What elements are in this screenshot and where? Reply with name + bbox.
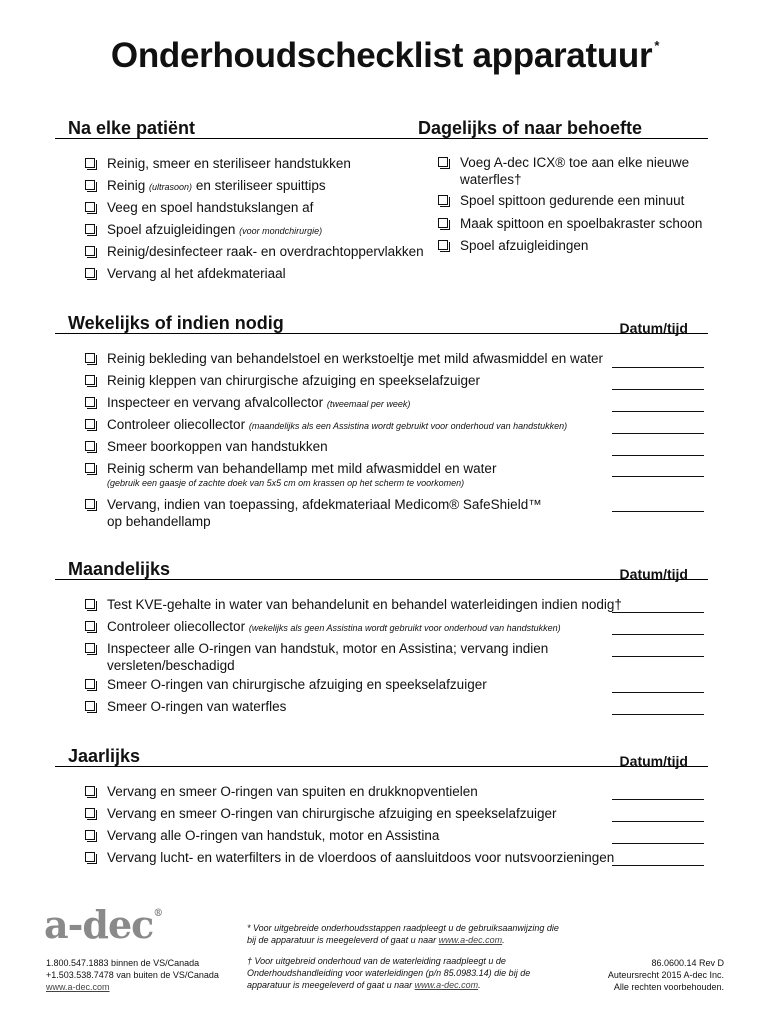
item-text (107, 849, 614, 866)
checkbox[interactable] (438, 195, 448, 205)
footnote-dagger: † Voor uitgebreid onderhoud van de waterleiding raadpleegt u de Onderhoudshandleiding voor waterleidingen (p/n 85.0983.14) die bij de apparatuur is meegeleverd of gaat u naar www.a-dec.com. (247, 956, 531, 990)
date-time-field[interactable] (612, 656, 704, 657)
date-time-field[interactable] (612, 367, 704, 368)
date-time-field[interactable] (612, 411, 704, 412)
checklist-item (85, 416, 567, 435)
checklist-item (85, 265, 286, 282)
adec-logo: a-dec® (44, 902, 163, 947)
checklist-item (85, 243, 424, 260)
checklist-item (438, 215, 730, 232)
checklist-item (85, 199, 313, 216)
footnote-asterisk: * Voor uitgebreide onderhoudsstappen raadpleegt u de gebruiksaanwijzing die bij de apparatuur is meegeleverd of gaat u naar www.a-dec.com. (247, 923, 559, 945)
item-text (107, 640, 548, 674)
checklist-item (438, 154, 730, 188)
checklist-item (85, 805, 557, 822)
item-label: Reinig (107, 178, 150, 193)
after-patient-heading: Na elke patiënt (68, 118, 196, 138)
item-label: Controleer oliecollector (107, 619, 249, 634)
item-note: (ultrasoon) (149, 182, 193, 192)
checklist-item (85, 350, 603, 367)
item-label: Veeg en spoel handstukslangen af (107, 200, 314, 215)
item-label: Vervang en smeer O-ringen van spuiten en drukknopventielen (107, 784, 478, 799)
checkbox[interactable] (85, 679, 95, 689)
item-text (107, 496, 542, 530)
checkbox[interactable] (85, 786, 95, 796)
item-text (107, 805, 557, 822)
date-time-field[interactable] (612, 511, 704, 512)
date-time-field[interactable] (612, 714, 704, 715)
item-note: (maandelijks als een Assistina wordt gebruikt voor onderhoud van handstukken) (248, 421, 568, 431)
item-text (107, 155, 351, 172)
checkbox[interactable] (85, 202, 95, 212)
checkbox[interactable] (85, 808, 95, 818)
checklist-item (85, 783, 478, 800)
item-label: Spoel afzuigleidingen (107, 222, 240, 237)
weekly-date-label: Datum/tijd (619, 320, 688, 336)
date-time-field[interactable] (612, 476, 704, 477)
item-text (460, 237, 730, 254)
item-label: Test KVE-gehalte in water van behandelunit en behandel waterleidingen indien nodig† (107, 597, 622, 612)
checklist-item (85, 438, 328, 455)
item-label: Smeer boorkoppen van handstukken (107, 439, 328, 454)
checkbox[interactable] (85, 224, 95, 234)
item-text (107, 243, 424, 260)
date-time-field[interactable] (612, 692, 704, 693)
checklist-item (438, 237, 730, 254)
item-text (107, 460, 496, 490)
section-header-patient-daily (55, 118, 708, 139)
document-info (608, 957, 724, 993)
copyright: Auteursrecht 2015 A-dec Inc. (607, 970, 724, 980)
date-time-field[interactable] (612, 634, 704, 635)
item-text (107, 827, 439, 844)
checkbox[interactable] (85, 830, 95, 840)
checkbox[interactable] (85, 397, 95, 407)
section-header-weekly (55, 313, 708, 334)
section-header-yearly (55, 746, 708, 767)
checkbox[interactable] (85, 499, 95, 509)
item-label: Smeer O-ringen van chirurgische afzuiging en speekselafzuiger (107, 677, 487, 692)
item-label: Reinig kleppen van chirurgische afzuiging en speekselafzuiger (107, 373, 480, 388)
item-label: Spoel afzuigleidingen (460, 238, 589, 253)
checkbox[interactable] (85, 643, 95, 653)
item-text (107, 394, 410, 413)
checkbox[interactable] (85, 353, 95, 363)
item-label: Vervang lucht- en waterfilters in de vloerdoos of aansluitdoos voor nutsvoorzieningen (107, 850, 615, 865)
item-label-line2: waterfles† (460, 172, 522, 187)
date-time-field[interactable] (612, 389, 704, 390)
item-text (107, 698, 286, 715)
checkbox[interactable] (85, 158, 95, 168)
date-time-field[interactable] (612, 865, 704, 866)
checklist-item (85, 849, 614, 866)
phone-intl: +1.503.538.7478 van buiten de VS/Canada (46, 970, 219, 980)
date-time-field[interactable] (612, 843, 704, 844)
item-label: Inspecteer en vervang afvalcollector (107, 395, 327, 410)
checkbox[interactable] (85, 599, 95, 609)
checkbox[interactable] (438, 157, 448, 167)
item-subnote: (gebruik een gaasje of zachte doek van 5x5 cm om krassen op het scherm te voorkomen) (107, 478, 465, 488)
checkbox[interactable] (85, 852, 95, 862)
checkbox[interactable] (85, 463, 95, 473)
checklist-item (85, 596, 622, 613)
date-time-field[interactable] (612, 433, 704, 434)
item-label: Controleer oliecollector (107, 417, 249, 432)
checkbox[interactable] (85, 268, 95, 278)
checklist-item (85, 827, 439, 844)
checkbox[interactable] (438, 240, 448, 250)
checkbox[interactable] (85, 180, 95, 190)
checklist-item (85, 372, 480, 389)
checklist-item (85, 698, 286, 715)
checklist-item (85, 676, 487, 693)
section-header-monthly (55, 559, 708, 580)
item-text (107, 221, 322, 240)
item-text (107, 177, 326, 196)
item-label: Vervang en smeer O-ringen van chirurgische afzuiging en speekselafzuiger (107, 806, 557, 821)
item-label: Spoel spittoon gedurende een minuut (460, 193, 685, 208)
checkbox[interactable] (85, 419, 95, 429)
yearly-heading: Jaarlijks (68, 746, 141, 766)
date-time-field[interactable] (612, 612, 704, 613)
item-label-line2: versleten/beschadigd (107, 658, 235, 673)
rights: Alle rechten voorbehouden. (613, 982, 724, 992)
footnote-2-link[interactable]: www.a-dec.com (414, 980, 479, 990)
item-text (107, 676, 487, 693)
item-text (107, 350, 603, 367)
item-text (107, 596, 622, 613)
item-label: Smeer O-ringen van waterfles (107, 699, 287, 714)
item-text (107, 199, 313, 216)
item-text (107, 416, 567, 435)
item-label-line1: Voeg A-dec ICX® toe aan elke nieuwe (460, 155, 690, 170)
item-label: Vervang al het afdekmateriaal (107, 266, 286, 281)
checkbox[interactable] (85, 246, 95, 256)
item-label-line1: Vervang, indien van toepassing, afdekmateriaal Medicom® SafeShield™ (107, 497, 542, 512)
item-text (107, 372, 480, 389)
item-note: (wekelijks als geen Assistina wordt gebruikt voor onderhoud van handstukken) (248, 623, 561, 633)
monthly-date-label: Datum/tijd (619, 566, 688, 582)
date-time-field[interactable] (612, 455, 704, 456)
item-text (107, 618, 561, 637)
checklist-item (85, 155, 351, 172)
checkbox[interactable] (85, 441, 95, 451)
item-label: Reinig/desinfecteer raak- en overdrachtoppervlakken (107, 244, 424, 259)
item-text (460, 192, 730, 209)
checkbox[interactable] (85, 701, 95, 711)
item-label: Reinig, smeer en steriliseer handstukken (107, 156, 351, 171)
item-label: Reinig scherm van behandellamp met mild afwasmiddel en water (107, 461, 497, 476)
item-text (460, 154, 730, 188)
date-time-field[interactable] (612, 821, 704, 822)
item-label-end: en steriliseer spuittips (192, 178, 326, 193)
checklist-item (85, 640, 548, 674)
item-label: Maak spittoon en spoelbakraster schoon (460, 216, 703, 231)
item-label: Reinig bekleding van behandelstoel en werkstoeltje met mild afwasmiddel en water (107, 351, 604, 366)
date-time-field[interactable] (612, 799, 704, 800)
item-label-line1: Inspecteer alle O-ringen van handstuk, motor en Assistina; vervang indien (107, 641, 549, 656)
checklist-item (438, 192, 730, 209)
item-text (107, 783, 478, 800)
contact-info (46, 957, 219, 993)
checkbox[interactable] (85, 621, 95, 631)
item-text (460, 215, 730, 232)
item-label: Vervang alle O-ringen van handstuk, motor en Assistina (107, 828, 440, 843)
checkbox[interactable] (85, 375, 95, 385)
phone-us: 1.800.547.1883 binnen de VS/Canada (46, 958, 200, 968)
footnotes (247, 922, 567, 1000)
item-text (107, 438, 328, 455)
checklist-item (85, 496, 542, 530)
checklist-item (85, 618, 561, 637)
checklist-item (85, 394, 410, 413)
title-footnote-mark: * (654, 38, 660, 53)
footnote-1-link[interactable]: www.a-dec.com (438, 935, 503, 945)
checkbox[interactable] (438, 218, 448, 228)
checklist-item (85, 221, 322, 240)
page-title: Onderhoudschecklist apparatuur * (110, 36, 660, 75)
item-note: (tweemaal per week) (326, 399, 411, 409)
checklist-item (85, 177, 326, 196)
monthly-heading: Maandelijks (68, 559, 171, 579)
item-note: (voor mondchirurgie) (239, 226, 323, 236)
yearly-date-label: Datum/tijd (619, 753, 688, 769)
daily-heading: Dagelijks of naar behoefte (418, 118, 643, 138)
item-text (107, 265, 286, 282)
item-label-line2: op behandellamp (107, 514, 211, 529)
doc-number: 86.0600.14 Rev D (651, 958, 724, 968)
website-link[interactable]: www.a-dec.com (46, 982, 110, 992)
weekly-heading: Wekelijks of indien nodig (68, 313, 284, 333)
checklist-item (85, 460, 496, 490)
